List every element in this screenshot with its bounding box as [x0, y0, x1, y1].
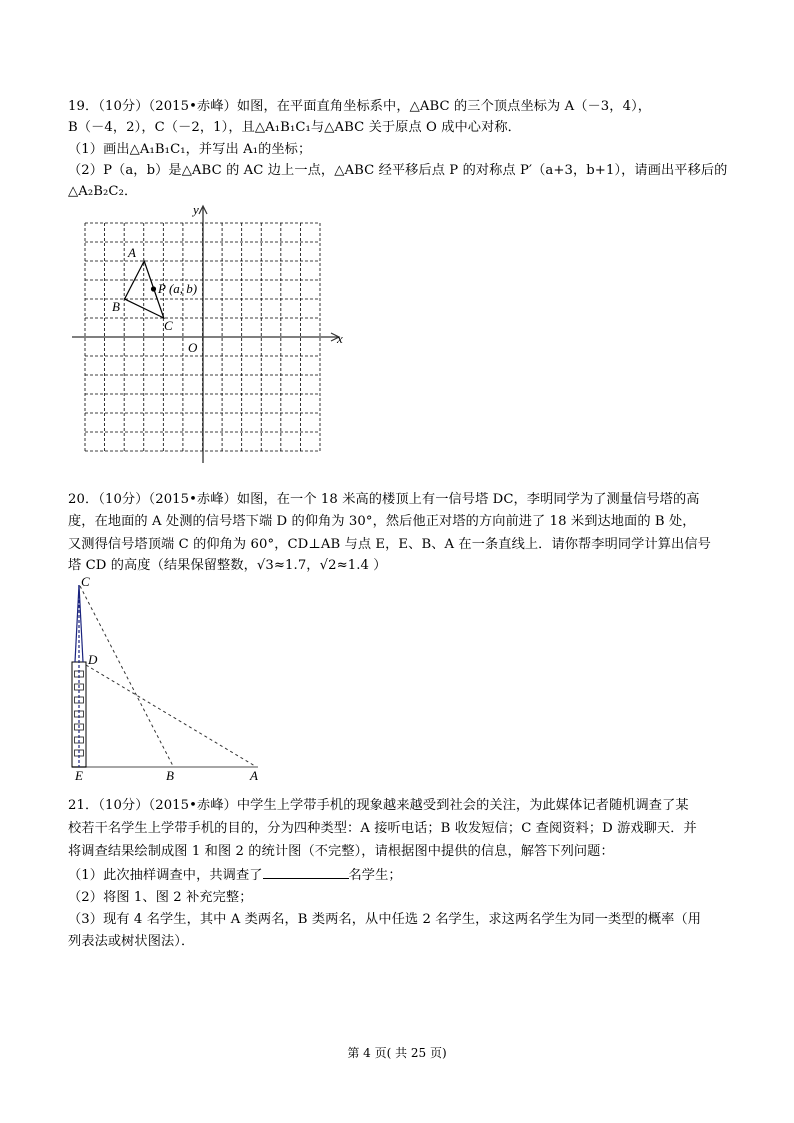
label-c: C [164, 318, 173, 333]
q20-line: 20．（10分）（2015•赤峰）如图，在一个 18 米高的楼顶上有一信号塔 DC，李明同学为了测量信号塔的高 [68, 492, 700, 507]
q21-line: 21．（10分）（2015•赤峰）中学生上学带手机的现象越来越受到社会的关注，为此媒体记者随机调查了某 [68, 798, 689, 813]
label-b: B [112, 299, 120, 314]
q21-sub1 [68, 866, 402, 885]
origin-label: O [188, 340, 198, 355]
label-d: D [88, 652, 98, 667]
q20-line: 度，在地面的 A 处测的信号塔下端 D 的仰角为 30°，然后他正对塔的方向前进了 18 米到达地面的 B 处， [68, 514, 696, 529]
q19-line: 19．（10分）（2015•赤峰）如图，在平面直角坐标系中，△ABC 的三个顶点坐标为 A（－3，4）， [68, 99, 652, 114]
sight-line-cb [80, 586, 173, 766]
label-e: E [75, 768, 83, 783]
answer-blank[interactable] [263, 866, 349, 879]
label-a: A [128, 245, 136, 260]
label-b: B [166, 768, 174, 783]
x-axis-label: x [337, 331, 343, 346]
q21-line: 校若干名学生上学带手机的目的，分为四种类型：A 接听电话；B 收发短信；C 查阅资料；D 游戏聊天．并 [68, 821, 697, 836]
q19-line: （2）P（a，b）是△ABC 的 AC 边上一点，△ABC 经平移后点 P 的对称点 P′（a+3，b+1），请画出平移后的 [68, 163, 728, 178]
q21-sub3: 列表法或树状图法）． [68, 934, 195, 949]
q21-sub1-text: （1）此次抽样调查中，共调查了 [68, 868, 263, 883]
q20-line: 又测得信号塔顶端 C 的仰角为 60°，CD⊥AB 与点 E，E、B、A 在一条直线上．请你帮李明同学计算出信号 [68, 537, 711, 552]
sight-line-da [86, 665, 255, 766]
label-p: P (a, b) [158, 281, 198, 296]
q21-sub2: （2）将图 1、图 2 补充完整； [68, 890, 253, 905]
q21-sub1-text-after: 名学生； [348, 868, 402, 883]
label-c: C [81, 574, 90, 589]
q19-line: △A₂B₂C₂． [68, 184, 138, 199]
q19-line: （1）画出△A₁B₁C₁，并写出 A₁的坐标； [68, 142, 312, 157]
q21-sub3: （3）现有 4 名学生，其中 A 类两名，B 类两名，从中任选 2 名学生，求这两名学生为同一类型的概率（用 [68, 912, 701, 927]
signal-tower [75, 585, 83, 767]
y-axis-label: y [193, 202, 199, 217]
q20-line: 塔 CD 的高度（结果保留整数，√3≈1.7，√2≈1.4 ） [68, 558, 387, 573]
q21-line: 将调查结果绘制成图 1 和图 2 的统计图（不完整），请根据图中提供的信息，解答下列问题： [68, 844, 614, 859]
label-a: A [250, 768, 258, 783]
q19-line: B（－4，2），C（－2，1），且△A₁B₁C₁与△ABC 关于原点 O 成中心对称． [68, 120, 521, 135]
page-footer: 第 4 页( 共 25 页) [347, 1046, 447, 1060]
building-windows [75, 671, 84, 756]
